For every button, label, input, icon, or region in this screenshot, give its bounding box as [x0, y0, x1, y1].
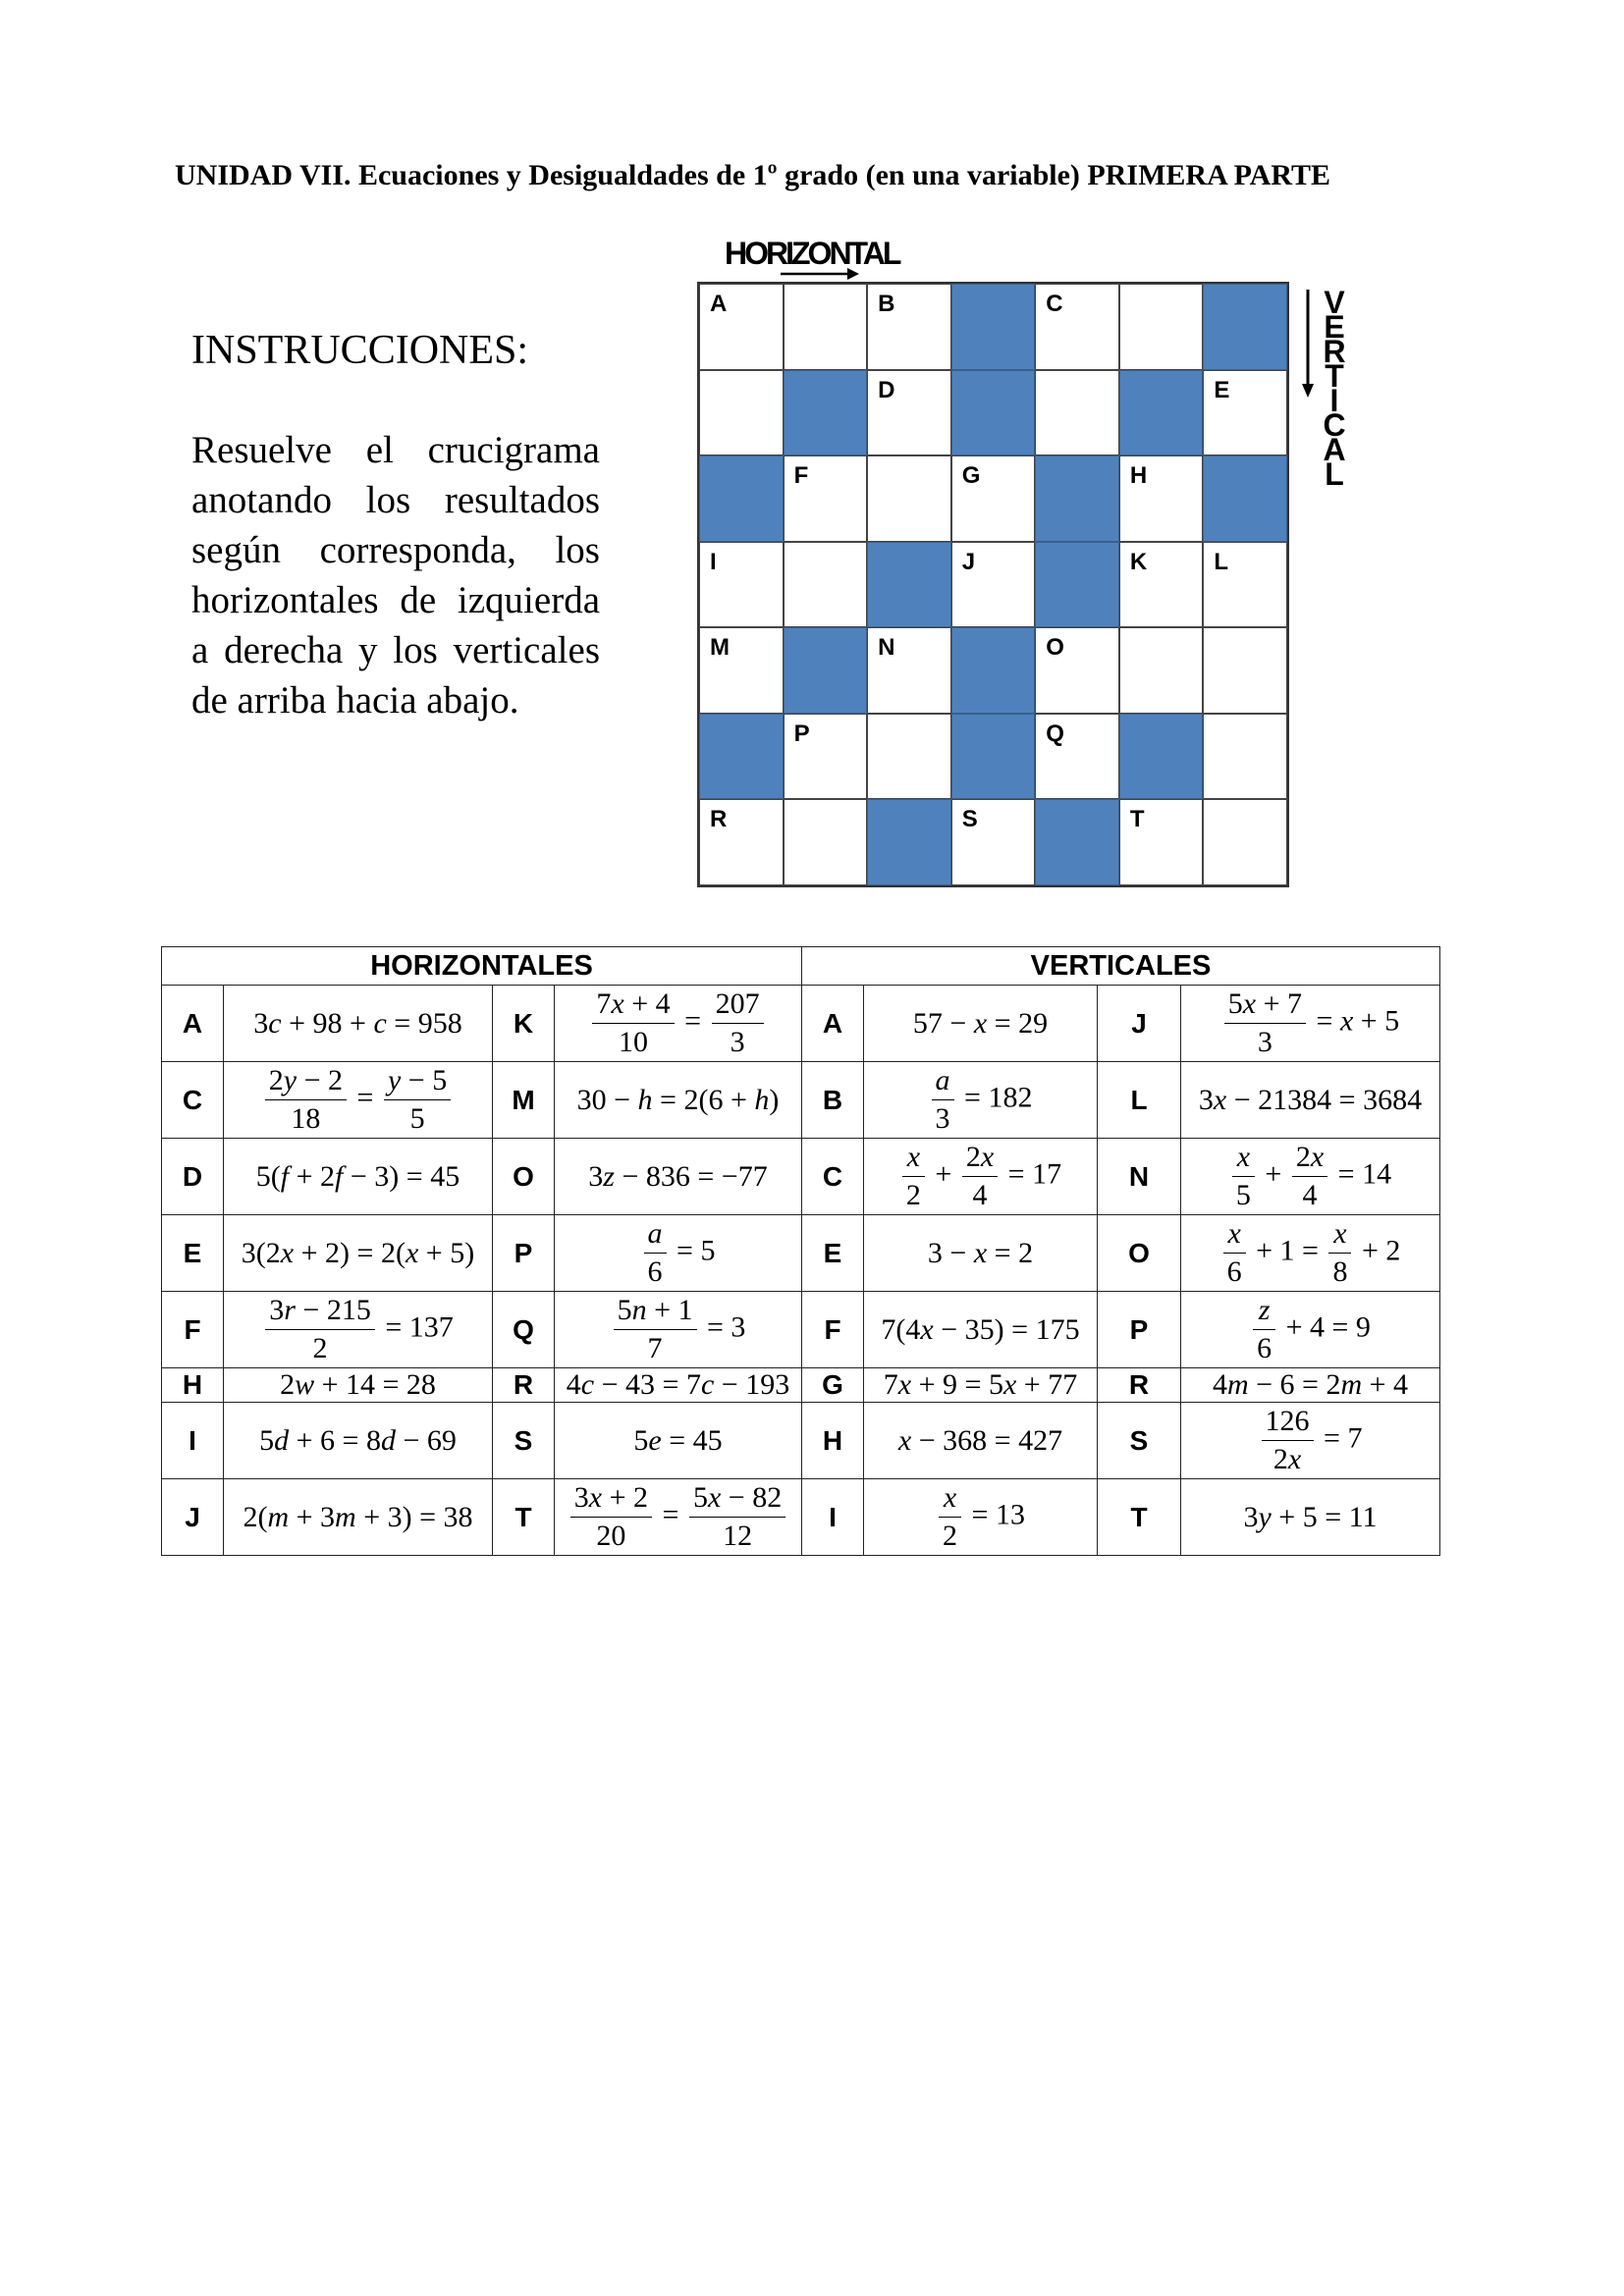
cell-label: K: [1129, 548, 1148, 575]
clue-equation: $\frac{5x + 7}{3}$ = x + 5: [1181, 986, 1440, 1062]
crossword-block-cell: [951, 284, 1036, 370]
fraction: $\frac{7x + 4}{10}$: [592, 986, 674, 1061]
cell-label: G: [961, 462, 981, 490]
cell-label: J: [961, 548, 976, 575]
clue-letter: S: [1098, 1403, 1181, 1479]
clue-letter: E: [162, 1215, 224, 1292]
clue-equation: 5e = 45: [555, 1403, 802, 1479]
clue-letter: T: [1098, 1479, 1181, 1556]
cell-label: A: [710, 291, 728, 317]
clue-letter: S: [493, 1403, 555, 1479]
clue-letter: D: [162, 1139, 224, 1215]
fraction: $\frac{2x}{4}$: [1292, 1139, 1327, 1214]
fraction: $\frac{x}{2}$: [939, 1479, 961, 1555]
clue-equation: 5(f + 2f − 3) = 45: [224, 1139, 493, 1215]
horizontales-header: HORIZONTALES: [162, 947, 802, 986]
clue-equation: $\frac{a}{3}$ = 182: [864, 1062, 1098, 1139]
table-row: [162, 1215, 1440, 1292]
table-row: [162, 1403, 1440, 1479]
crossword-block-cell: [951, 370, 1036, 456]
clue-letter: F: [802, 1292, 864, 1368]
clue-letter: I: [802, 1479, 864, 1556]
clue-equation: 4c − 43 = 7c − 193: [555, 1368, 802, 1403]
fraction: $\frac{5x + 7}{3}$: [1224, 986, 1306, 1061]
clue-equation: $\frac{3r - 215}{2}$ = 137: [224, 1292, 493, 1368]
clue-letter: L: [1098, 1062, 1181, 1139]
clue-equation: $\frac{a}{6}$ = 5: [555, 1215, 802, 1292]
table-row: [162, 1139, 1440, 1215]
crossword-block-cell: [1035, 542, 1119, 628]
clue-letter: H: [162, 1368, 224, 1403]
crossword-block-cell: [699, 455, 784, 542]
crossword-block-cell: [1203, 284, 1287, 370]
crossword-cell: [784, 799, 868, 885]
clue-letter: K: [493, 986, 555, 1062]
clue-letter: B: [802, 1062, 864, 1139]
clue-letter: N: [1098, 1139, 1181, 1215]
fraction: $\frac{y - 5}{5}$: [384, 1062, 451, 1138]
page-title: UNIDAD VII. Ecuaciones y Desigualdades de 1º grado (en una variable) PRIMERA PARTE: [175, 159, 1330, 191]
horizontal-label: HORIZONTAL: [725, 236, 899, 271]
clue-letter: C: [162, 1062, 224, 1139]
clue-equation: 3z − 836 = −77: [555, 1139, 802, 1215]
fraction: $\frac{3x + 2}{20}$: [570, 1479, 652, 1555]
crossword-block-cell: [951, 714, 1036, 800]
cell-label: N: [878, 634, 895, 662]
crossword-block-cell: [699, 714, 784, 800]
crossword-cell: [1203, 714, 1287, 800]
clue-equation: $\frac{2y - 2}{18}$ = $\frac{y - 5}{5}$: [224, 1062, 493, 1139]
clue-equation: $\frac{5n + 1}{7}$ = 3: [555, 1292, 802, 1368]
crossword-cell: [867, 455, 951, 542]
crossword-cell: [1035, 284, 1119, 370]
crossword-cell: [1119, 284, 1204, 370]
clue-equation: 7(4x − 35) = 175: [864, 1292, 1098, 1368]
instructions-heading: INSTRUCCIONES:: [191, 328, 529, 373]
clue-equation: $\frac{x}{2}$ + $\frac{2x}{4}$ = 17: [864, 1139, 1098, 1215]
clue-equation: $\frac{7x + 4}{10}$ = $\frac{207}{3}$: [555, 986, 802, 1062]
table-row: [162, 1292, 1440, 1368]
cell-label: L: [1214, 548, 1229, 575]
clue-equation: 4m − 6 = 2m + 4: [1181, 1368, 1440, 1403]
crossword-cell: [1119, 542, 1204, 628]
crossword-cell: [867, 714, 951, 800]
crossword-cell: [1035, 627, 1119, 714]
crossword-block-cell: [1035, 455, 1119, 542]
clue-letter: R: [1098, 1368, 1181, 1403]
clue-letter: M: [493, 1062, 555, 1139]
table-row: [162, 986, 1440, 1062]
crossword-grid: [697, 282, 1289, 887]
crossword-cell: [699, 799, 784, 885]
fraction: $\frac{3r - 215}{2}$: [265, 1292, 375, 1367]
clue-equation: $\frac{3x + 2}{20}$ = $\frac{5x - 82}{12}$: [555, 1479, 802, 1556]
right-arrow-icon: [781, 267, 859, 281]
down-arrow-icon: [1301, 290, 1315, 398]
clue-letter: T: [493, 1479, 555, 1556]
crossword-cell: [867, 370, 951, 456]
cell-label: D: [878, 376, 895, 403]
clue-letter: Q: [493, 1292, 555, 1368]
clue-letter: H: [802, 1403, 864, 1479]
crossword-block-cell: [867, 799, 951, 885]
clue-letter: E: [802, 1215, 864, 1292]
clue-letter: P: [493, 1215, 555, 1292]
crossword-cell: [784, 455, 868, 542]
crossword-cell: [784, 542, 868, 628]
crossword-cell: [951, 799, 1036, 885]
cell-label: T: [1129, 806, 1145, 833]
fraction: $\frac{z}{6}$: [1253, 1292, 1275, 1367]
crossword-cell: [1035, 370, 1119, 456]
clue-equation: 3y + 5 = 11: [1181, 1479, 1440, 1556]
vertical-label: VERTICAL: [1323, 285, 1346, 492]
clues-table: [161, 946, 1440, 1556]
crossword-block-cell: [1035, 799, 1119, 885]
cell-label: P: [793, 720, 810, 747]
clue-equation: 2(m + 3m + 3) = 38: [224, 1479, 493, 1556]
clue-equation: 3x − 21384 = 3684: [1181, 1062, 1440, 1139]
cell-label: F: [793, 462, 809, 490]
clue-equation: 3c + 98 + c = 958: [224, 986, 493, 1062]
crossword-cell: [784, 714, 868, 800]
crossword-block-cell: [867, 542, 951, 628]
cell-label: M: [710, 634, 730, 662]
crossword-cell: [784, 284, 868, 370]
clue-letter: G: [802, 1368, 864, 1403]
cell-label: C: [1046, 291, 1063, 317]
clue-letter: I: [162, 1403, 224, 1479]
clue-equation: $\frac{z}{6}$ + 4 = 9: [1181, 1292, 1440, 1368]
fraction: $\frac{126}{2x}$: [1262, 1403, 1314, 1478]
clue-letter: J: [162, 1479, 224, 1556]
fraction: $\frac{x}{6}$: [1223, 1215, 1246, 1291]
clue-letter: P: [1098, 1292, 1181, 1368]
cell-label: Q: [1046, 720, 1064, 747]
fraction: $\frac{x}{2}$: [902, 1139, 925, 1214]
fraction: $\frac{207}{3}$: [712, 986, 764, 1061]
crossword-cell: [699, 627, 784, 714]
table-row: [162, 1062, 1440, 1139]
crossword-cell: [699, 542, 784, 628]
fraction: $\frac{a}{6}$: [644, 1215, 667, 1291]
clue-equation: 7x + 9 = 5x + 77: [864, 1368, 1098, 1403]
clue-equation: 2w + 14 = 28: [224, 1368, 493, 1403]
crossword-cell: [867, 627, 951, 714]
clue-letter: R: [493, 1368, 555, 1403]
clue-equation: $\frac{x}{5}$ + $\frac{2x}{4}$ = 14: [1181, 1139, 1440, 1215]
fraction: $\frac{2x}{4}$: [962, 1139, 998, 1214]
table-row: [162, 1479, 1440, 1556]
cell-label: E: [1214, 376, 1230, 403]
fraction: $\frac{5n + 1}{7}$: [614, 1292, 697, 1367]
fraction: $\frac{a}{3}$: [932, 1062, 954, 1138]
crossword-cell: [1203, 370, 1287, 456]
crossword-cell: [951, 542, 1036, 628]
clue-letter: O: [1098, 1215, 1181, 1292]
crossword-cell: [1203, 627, 1287, 714]
crossword-cell: [1119, 799, 1204, 885]
crossword-block-cell: [1119, 370, 1204, 456]
clue-letter: A: [802, 986, 864, 1062]
clue-equation: 5d + 6 = 8d − 69: [224, 1403, 493, 1479]
table-row: [162, 1368, 1440, 1403]
clue-equation: $\frac{126}{2x}$ = 7: [1181, 1403, 1440, 1479]
crossword-block-cell: [1119, 714, 1204, 800]
crossword-cell: [1035, 714, 1119, 800]
cell-label: R: [710, 806, 728, 833]
fraction: $\frac{2y - 2}{18}$: [265, 1062, 347, 1138]
clue-equation: 57 − x = 29: [864, 986, 1098, 1062]
clue-equation: 30 − h = 2(6 + h): [555, 1062, 802, 1139]
crossword-block-cell: [784, 370, 868, 456]
fraction: $\frac{5x - 82}{12}$: [689, 1479, 785, 1555]
crossword-cell: [1203, 542, 1287, 628]
verticales-header: VERTICALES: [802, 947, 1440, 986]
cell-label: S: [961, 806, 978, 833]
clue-letter: C: [802, 1139, 864, 1215]
crossword-block-cell: [951, 627, 1036, 714]
clue-equation: 3 − x = 2: [864, 1215, 1098, 1292]
cell-label: I: [710, 548, 717, 575]
cell-label: H: [1129, 462, 1148, 490]
clue-letter: J: [1098, 986, 1181, 1062]
instructions-body: Resuelve el crucigrama anotando los resultados según corresponda, los horizontales de izquierda a derecha y los verticales de arriba hacia abajo.: [191, 429, 600, 721]
clue-equation: 3(2x + 2) = 2(x + 5): [224, 1215, 493, 1292]
crossword-cell: [1203, 799, 1287, 885]
crossword-cell: [1119, 455, 1204, 542]
crossword-cell: [1119, 627, 1204, 714]
clue-equation: x − 368 = 427: [864, 1403, 1098, 1479]
cell-label: B: [878, 291, 895, 317]
crossword-cell: [699, 284, 784, 370]
clue-equation: $\frac{x}{6}$ + 1 = $\frac{x}{8}$ + 2: [1181, 1215, 1440, 1292]
clue-letter: F: [162, 1292, 224, 1368]
fraction: $\frac{x}{8}$: [1328, 1215, 1351, 1291]
clue-equation: $\frac{x}{2}$ = 13: [864, 1479, 1098, 1556]
clue-letter: A: [162, 986, 224, 1062]
crossword-block-cell: [1203, 455, 1287, 542]
crossword-cell: [867, 284, 951, 370]
crossword-cell: [951, 455, 1036, 542]
clue-letter: O: [493, 1139, 555, 1215]
fraction: $\frac{x}{5}$: [1232, 1139, 1255, 1214]
cell-label: O: [1046, 634, 1064, 662]
crossword-cell: [699, 370, 784, 456]
crossword-block-cell: [784, 627, 868, 714]
